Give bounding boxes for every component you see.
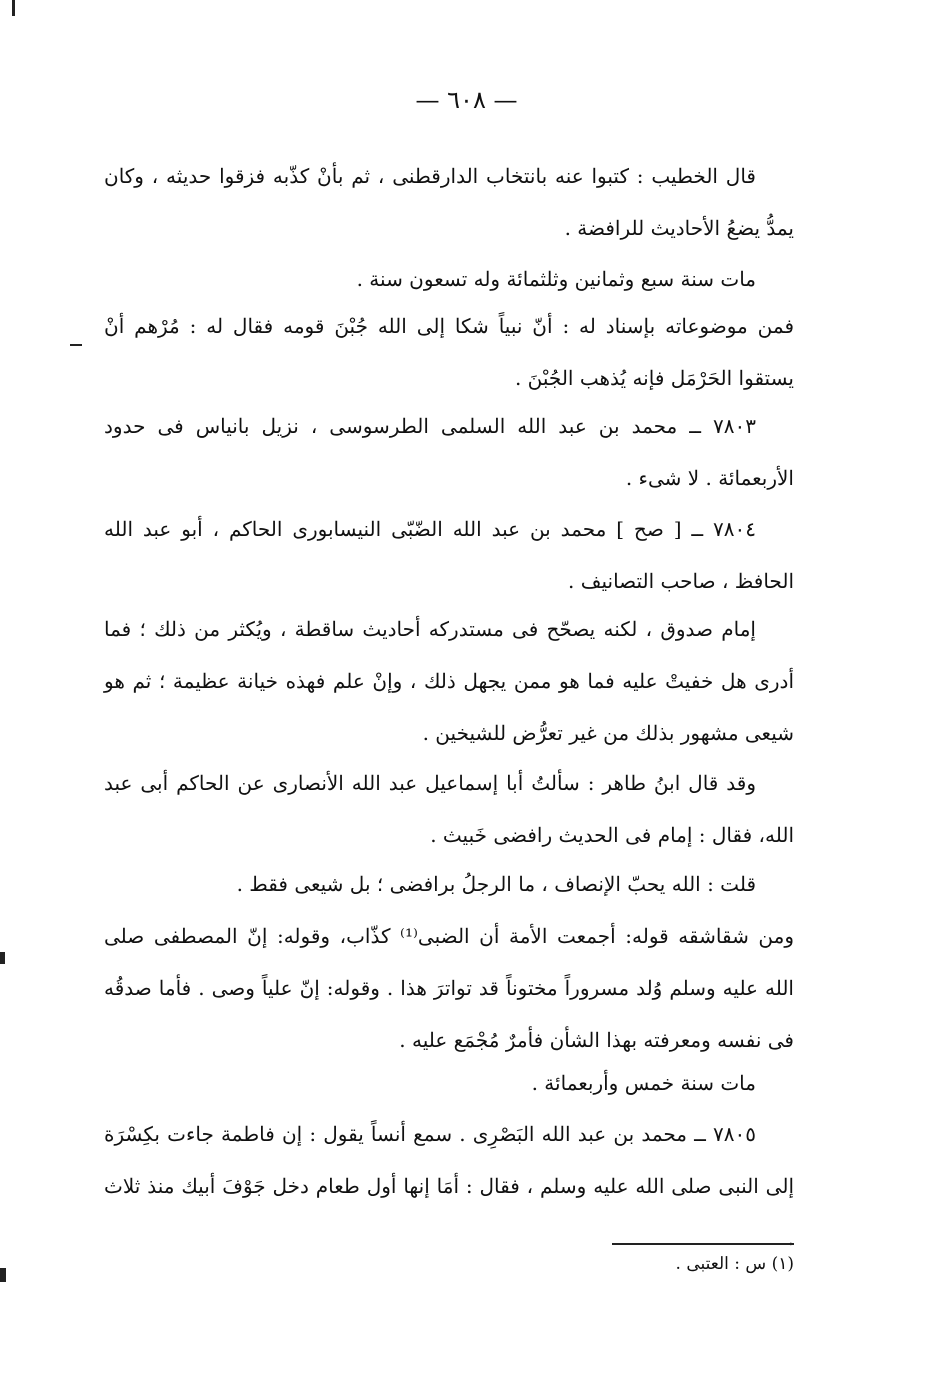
paragraph-shaqashiq: ومن شقاشقه قوله: أجمعت الأمة أن الضبى⁽¹⁾ كذّاب، وقوله: إنّ المصطفى صلى الله عليه وسلم وُلد مسروراً مختوناً قد تواترَ هذا . وقوله: إنّ علياً وصى . فأما صدقُه فى نفسه ومعرفته بهذا الشأن فأمرٌ مُجْمَع عليه . [104, 924, 795, 1052]
entry-7803: ٧٨٠٣ ــ محمد بن عبد الله السلمى الطرسوسى ، نزيل بانياس فى حدود الأربعمائة . لا شىء . [104, 414, 794, 490]
paragraph-death-387: مات سنة سبع وثمانين وثلثمائة وله تسعون سنة . [356, 267, 756, 291]
footnote: (١) س : العتبى . [675, 1254, 794, 1274]
page-number: — ٦٠٨ — [415, 86, 518, 114]
paragraph-khatib-quote: قال الخطيب : كتبوا عنه بانتخاب الدارقطنى ، ثم بأنْ كذّبه فزقوا حديثه ، وكان يمدُّ يضعُ الأحاديث للرافضة . [104, 164, 794, 240]
paragraph-death-405: مات سنة خمس وأربعمائة . [531, 1071, 756, 1095]
paragraph-ibn-tahir: وقد قال ابنُ طاهر : سألتُ أبا إسماعيل عبد الله الأنصارى عن الحاكم أبى عبد الله، فقال : إمام فى الحديث رافضى خَبيث . [104, 771, 794, 847]
paragraph-fabrications: فمن موضوعاته بإسناد له : أنّ نبياً شكا إلى الله جُبْنَ قومه فقال له : مُرْهم أنْ يستقوا الحَرْمَل فإنه يُذهب الجُبْنَ . [104, 314, 794, 390]
scan-margin-mark [0, 1268, 6, 1282]
scan-margin-mark [0, 952, 5, 964]
paragraph-imam-saduq: إمام صدوق ، لكنه يصحّح فى مستدركه أحاديث ساقطة ، ويُكثر من ذلك ؛ فما أدرى هل خفيتْ عليه فما هو ممن يجهل ذلك ، وإنْ علم فهذه خيانة عظيمة ؛ ثم هو شيعى مشهور بذلك من غير تعرُّض للشيخين . [104, 617, 794, 745]
paragraph-qultu: قلت : الله يحبّ الإنصاف ، ما الرجلُ برافضى ؛ بل شيعى فقط . [236, 872, 756, 896]
entry-7804: ٧٨٠٤ ــ [ صح ] محمد بن عبد الله الضّبّى النيسابورى الحاكم ، أبو عبد الله الحافظ ، صاحب التصانيف . [104, 517, 794, 593]
scan-margin-mark [12, 0, 15, 16]
scan-margin-mark [70, 344, 82, 346]
entry-7805: ٧٨٠٥ ــ محمد بن عبد الله البَصْرِى . سمع أنساً يقول : إن فاطمة جاءت بكِسْرَة إلى النبى صلى الله عليه وسلم ، فقال : أمَا إنها أول طعام دخل جَوْفَ أبيك منذ ثلاث . [104, 1122, 794, 1250]
footnote-divider [612, 1243, 794, 1245]
